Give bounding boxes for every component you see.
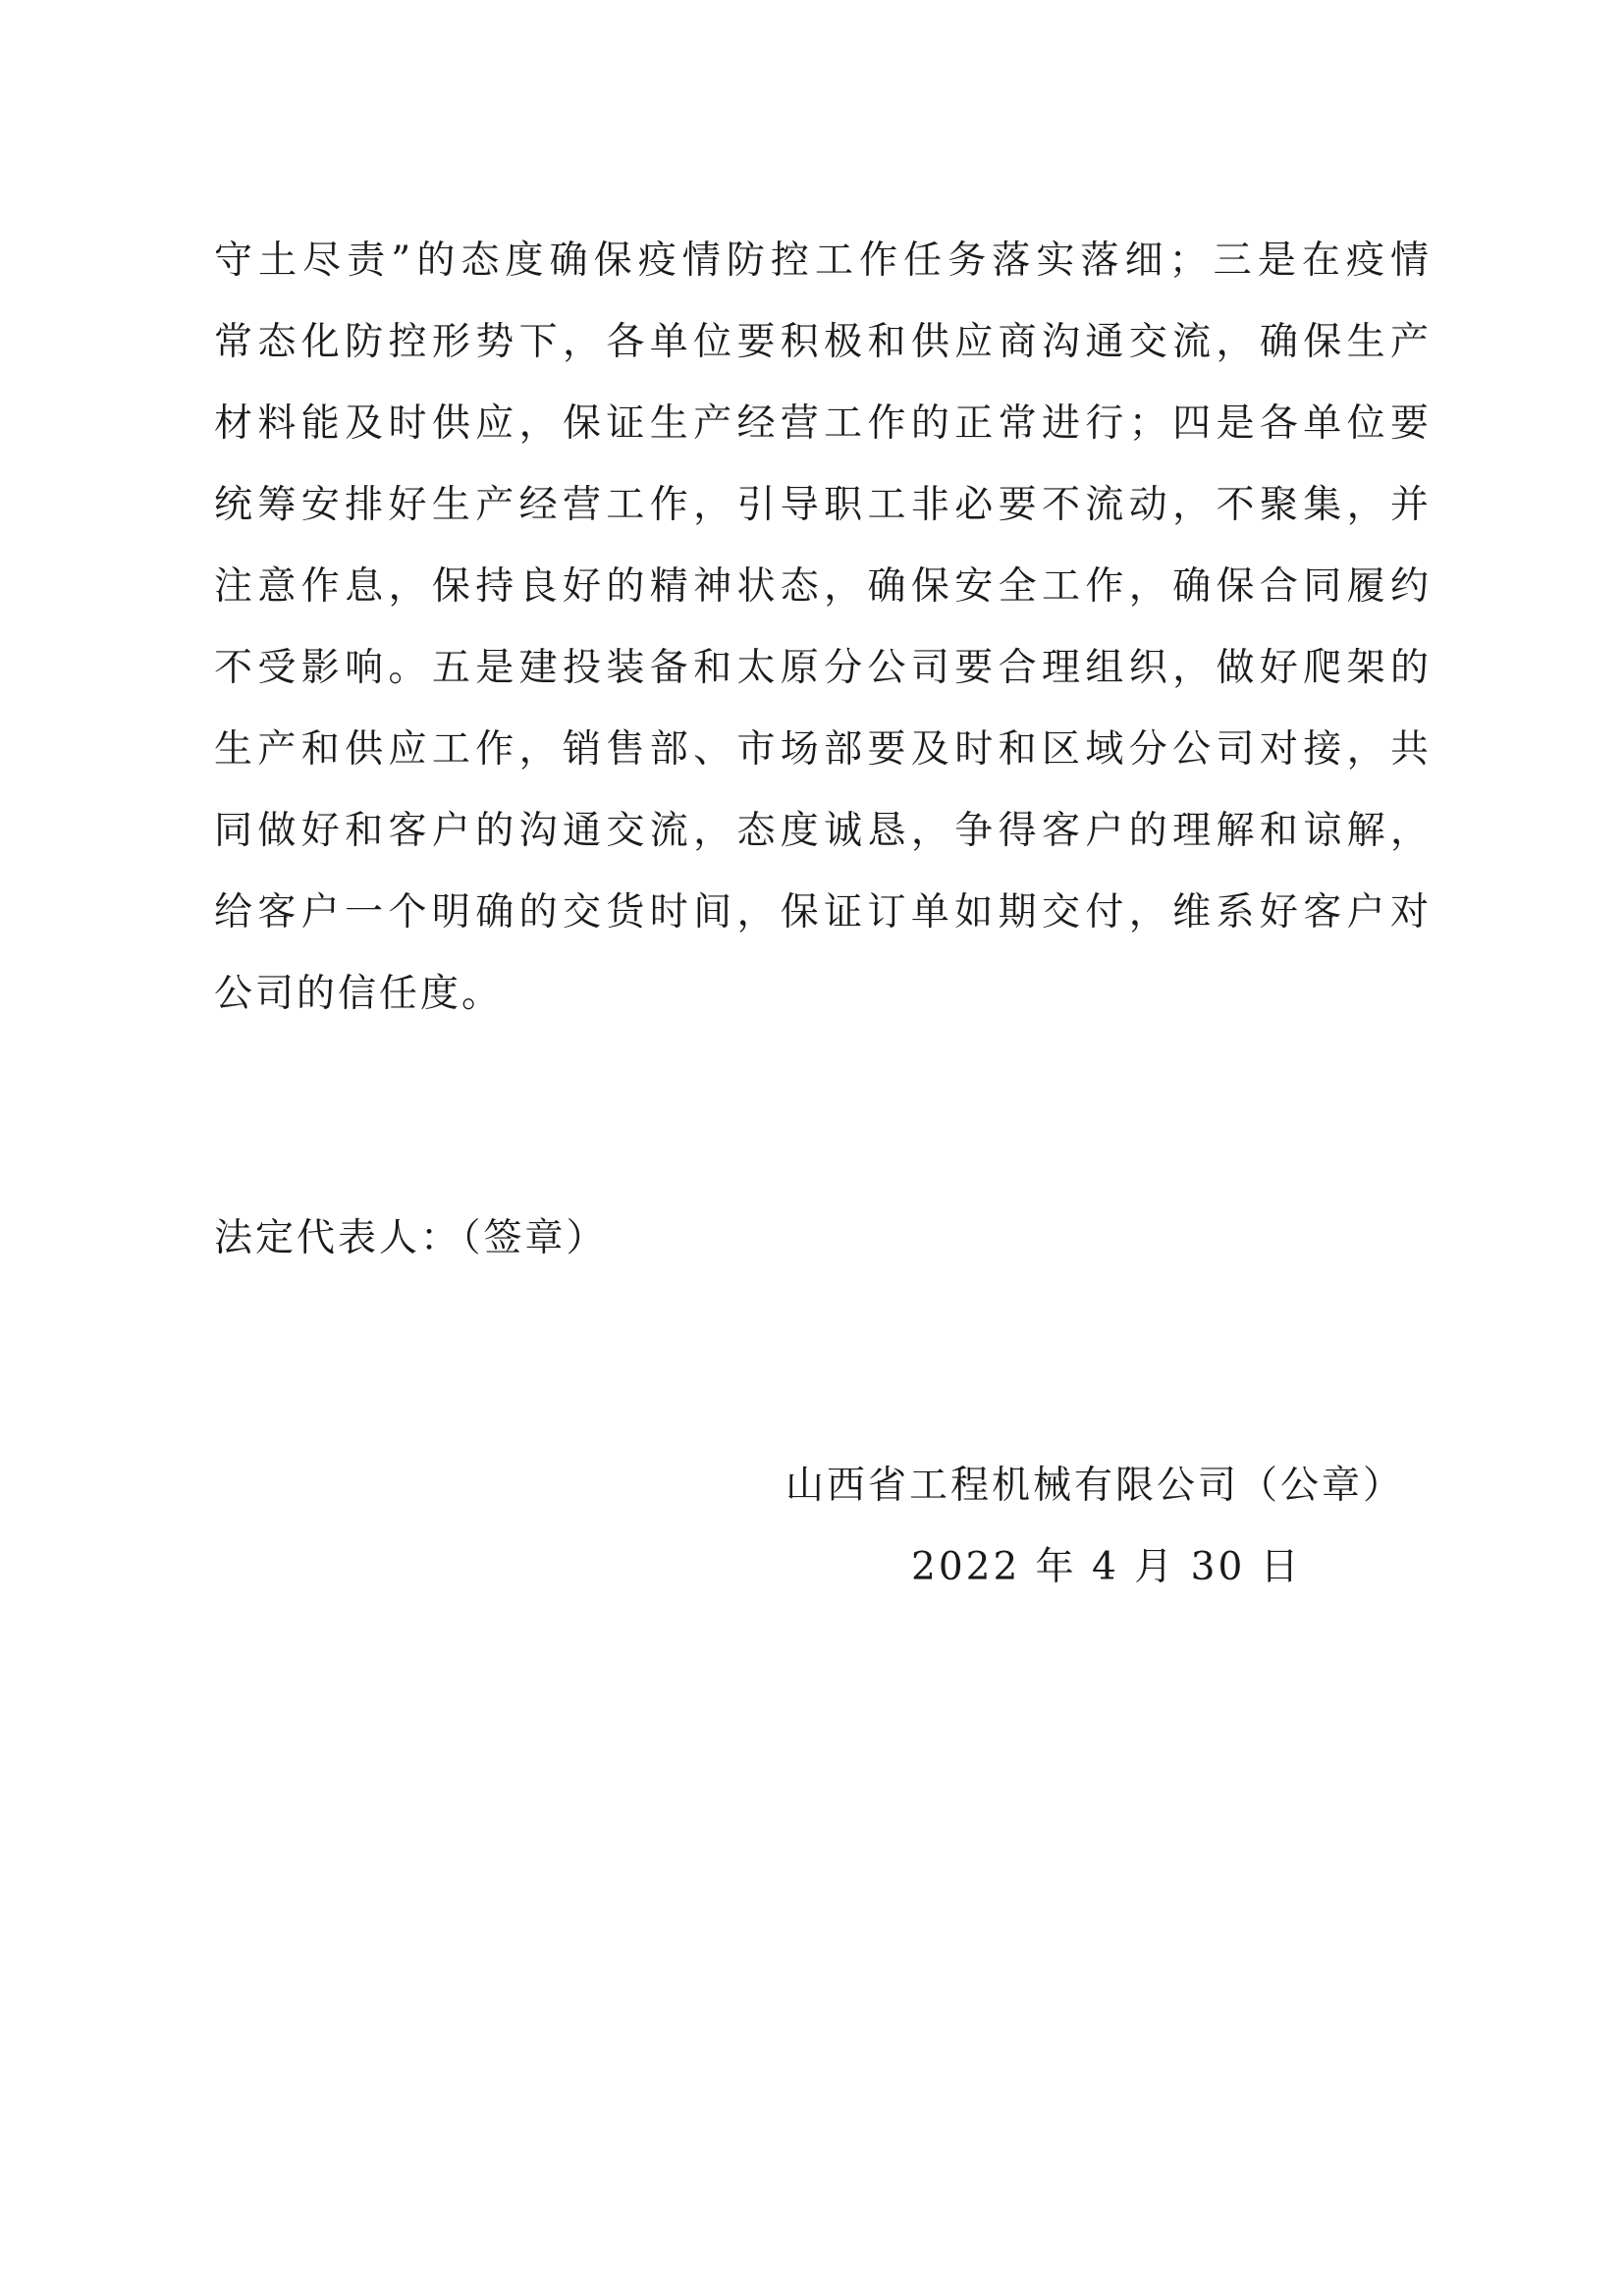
paragraph-line: 同做好和客户的沟通交流，态度诚恳，争得客户的理解和谅解， <box>214 809 1432 853</box>
company-name-seal-label: 山西省工程机械有限公司（公章） <box>785 1464 1405 1508</box>
paragraph-line: 常态化防控形势下，各单位要积极和供应商沟通交流，确保生产 <box>214 320 1432 364</box>
paragraph-line: 统筹安排好生产经营工作，引导职工非必要不流动，不聚集，并 <box>214 483 1432 527</box>
paragraph-line: 注意作息，保持良好的精神状态，确保安全工作，确保合同履约 <box>214 564 1432 609</box>
paragraph-line: 公司的信任度。 <box>214 972 504 1016</box>
paragraph-line: 不受影响。五是建投装备和太原分公司要合理组织，做好爬架的 <box>214 646 1432 690</box>
paragraph-line: 守土尽责”的态度确保疫情防控工作任务落实落细；三是在疫情 <box>214 239 1432 283</box>
paragraph-line: 生产和供应工作，销售部、市场部要及时和区域分公司对接，共 <box>214 727 1432 772</box>
paragraph-line: 材料能及时供应，保证生产经营工作的正常进行；四是各单位要 <box>214 401 1432 446</box>
legal-representative-signature-label: 法定代表人：（签章） <box>214 1216 608 1260</box>
body-paragraph <box>214 220 1432 1035</box>
document-date: 2022 年 4 月 30 日 <box>911 1545 1302 1589</box>
paragraph-line: 给客户一个明确的交货时间，保证订单如期交付，维系好客户对 <box>214 890 1432 934</box>
